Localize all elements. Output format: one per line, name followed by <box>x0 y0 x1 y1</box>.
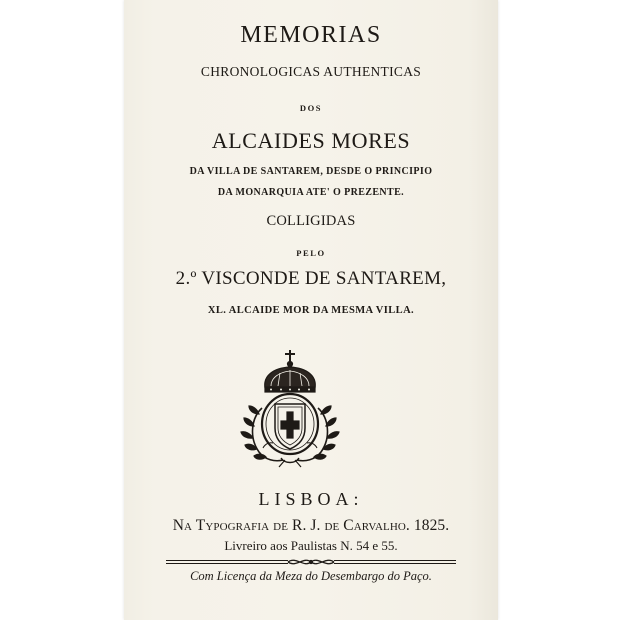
connector-dos: DOS <box>299 103 323 113</box>
book-title: MEMORIAS <box>240 22 382 48</box>
connector-pelo: PELO <box>296 248 326 258</box>
imprint-printer: Na Typografia de R. J. de Carvalho. 1825. <box>172 517 450 534</box>
ornamental-rule-icon <box>166 557 456 567</box>
imprint-city: LISBOA: <box>258 489 364 509</box>
description-line-1: DA VILLA DE SANTAREM, DESDE O PRINCIPIO <box>189 166 433 177</box>
book-title-page <box>124 0 498 620</box>
author-note: XL. ALCAIDE MOR DA MESMA VILLA. <box>207 305 415 316</box>
license-statement: Com Licença da Meza do Desembargo do Paço. <box>190 569 432 583</box>
imprint-bookseller: Livreiro aos Paulistas N. 54 e 55. <box>224 538 398 553</box>
colligidas-label: COLLIGIDAS <box>266 213 356 229</box>
author-name: 2.º VISCONDE DE SANTAREM, <box>175 268 447 289</box>
description-line-2: DA MONARQUIA ATE' O PREZENTE. <box>217 187 405 198</box>
book-title-secondary: ALCAIDES MORES <box>211 128 411 153</box>
book-subtitle: CHRONOLOGICAS AUTHENTICAS <box>200 64 422 79</box>
royal-arms-of-portugal-icon <box>235 348 345 468</box>
